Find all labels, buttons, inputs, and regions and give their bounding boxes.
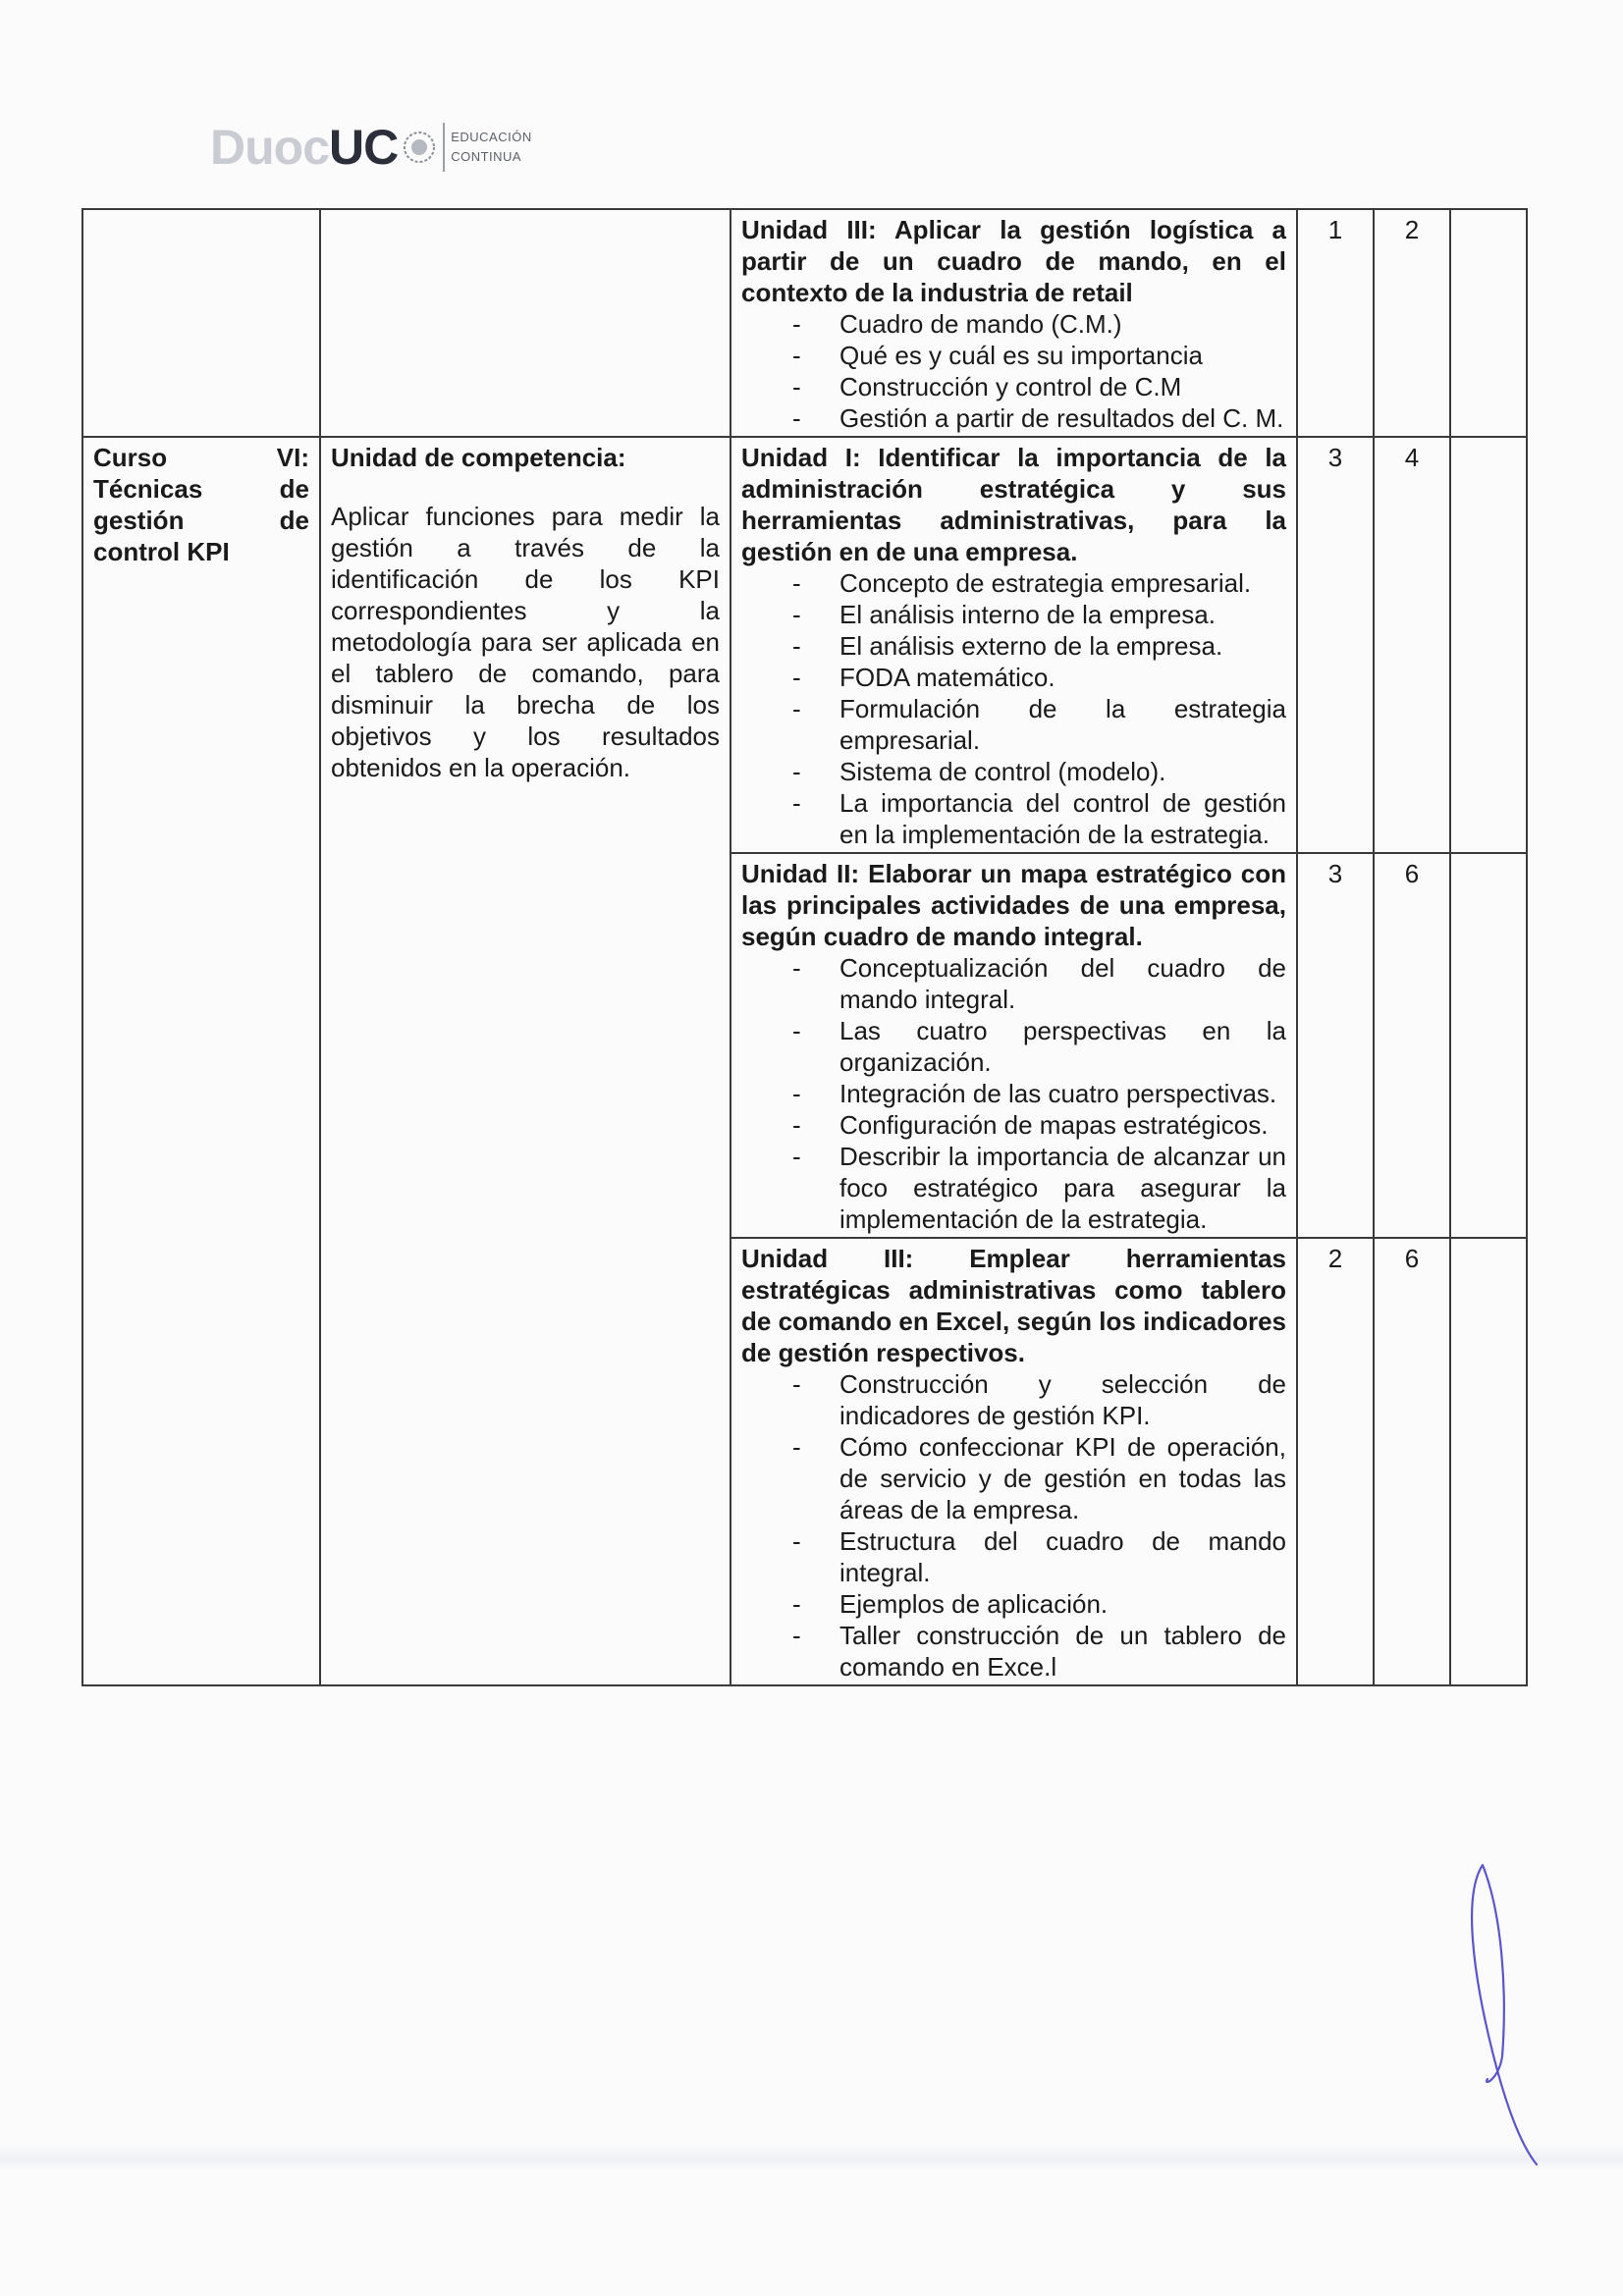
hours-cell-a: 1 [1297, 209, 1374, 437]
course-name: Curso VI: Técnicas de gestión de control KPI [93, 443, 309, 566]
logo-line-1: EDUCACIÓN [451, 130, 532, 144]
unit-title: Unidad I: Identificar la importancia de la administración estratégica y sus herramientas administrativas, para la gestión en de una empresa. [741, 443, 1286, 566]
list-item: - Sistema de control (modelo). [741, 756, 1286, 787]
list-item: - Describir la importancia de alcanzar un foco estratégico para asegurar la implementación de la estrategia. [741, 1141, 1286, 1235]
list-item: - Construcción y control de C.M [741, 371, 1286, 402]
list-item: - Construcción y selección de indicadores de gestión KPI. [741, 1368, 1286, 1431]
list-item: - Cómo confeccionar KPI de operación, de servicio y de gestión en todas las áreas de la empresa. [741, 1431, 1286, 1525]
table-row [82, 209, 1527, 437]
unit-cell [730, 437, 1297, 853]
unit-items [741, 952, 1286, 1235]
blank-cell [1450, 437, 1527, 853]
unit-cell [730, 853, 1297, 1238]
hours-cell-b: 6 [1374, 1238, 1450, 1685]
blank-cell [1450, 209, 1527, 437]
course-table [81, 208, 1528, 1686]
unit-title: Unidad II: Elaborar un mapa estratégico con las principales actividades de una empresa, según cuadro de mando integral. [741, 859, 1286, 951]
logo-line-2: CONTINUA [451, 149, 522, 164]
competency-text: Aplicar funciones para medir la gestión a través de la identificación de los KPI correspondientes y la metodología para ser aplicada en el tablero de comando, para disminuir la brecha de los objetivos y los resultados obtenidos en la operación. [331, 502, 720, 782]
course-cell-empty [82, 209, 320, 437]
list-item: - Integración de las cuatro perspectivas. [741, 1078, 1286, 1109]
hours-cell-b: 4 [1374, 437, 1450, 853]
logo-uc: UC [329, 120, 399, 175]
hours-cell-b: 2 [1374, 209, 1450, 437]
hours-cell-a: 2 [1297, 1238, 1374, 1685]
hours-cell-a: 3 [1297, 853, 1374, 1238]
list-item: - Taller construcción de un tablero de comando en Exce.l [741, 1620, 1286, 1682]
list-item: - Conceptualización del cuadro de mando integral. [741, 952, 1286, 1015]
list-item: - Cuadro de mando (C.M.) [741, 308, 1286, 340]
list-item: - Estructura del cuadro de mando integral. [741, 1525, 1286, 1588]
seal-icon [402, 130, 437, 165]
hours-cell-b: 6 [1374, 853, 1450, 1238]
unit-items [741, 1368, 1286, 1682]
unit-cell [730, 209, 1297, 437]
logo-separator [443, 123, 445, 172]
table-row [82, 437, 1527, 853]
competency-cell-empty [320, 209, 730, 437]
scan-artifact [0, 2146, 1623, 2171]
competency-title: Unidad de competencia: [331, 443, 626, 472]
list-item: - Ejemplos de aplicación. [741, 1588, 1286, 1620]
unit-title: Unidad III: Aplicar la gestión logística a partir de un cuadro de mando, en el contexto de la industria de retail [741, 215, 1286, 307]
list-item: - Configuración de mapas estratégicos. [741, 1109, 1286, 1141]
unit-items [741, 308, 1286, 434]
list-item: - Gestión a partir de resultados del C. M. [741, 402, 1286, 434]
list-item: - El análisis externo de la empresa. [741, 630, 1286, 662]
course-cell [82, 437, 320, 1685]
blank-cell [1450, 853, 1527, 1238]
logo-subtitle [451, 128, 532, 167]
list-item: - Qué es y cuál es su importancia [741, 340, 1286, 371]
list-item: - FODA matemático. [741, 662, 1286, 693]
competency-cell [320, 437, 730, 1685]
list-item: - Concepto de estrategia empresarial. [741, 567, 1286, 599]
unit-cell [730, 1238, 1297, 1685]
duoc-uc-logo [210, 118, 532, 177]
signature-icon [1463, 1855, 1591, 2169]
unit-title: Unidad III: Emplear herramientas estratégicas administrativas como tablero de comando en Excel, según los indicadores de gestión respectivos. [741, 1244, 1286, 1367]
hours-cell-a: 3 [1297, 437, 1374, 853]
list-item: - La importancia del control de gestión en la implementación de la estrategia. [741, 787, 1286, 850]
unit-items [741, 567, 1286, 850]
blank-cell [1450, 1238, 1527, 1685]
list-item: - Formulación de la estrategia empresarial. [741, 693, 1286, 756]
list-item: - Las cuatro perspectivas en la organización. [741, 1015, 1286, 1078]
list-item: - El análisis interno de la empresa. [741, 599, 1286, 630]
logo-duoc: Duoc [210, 120, 329, 175]
